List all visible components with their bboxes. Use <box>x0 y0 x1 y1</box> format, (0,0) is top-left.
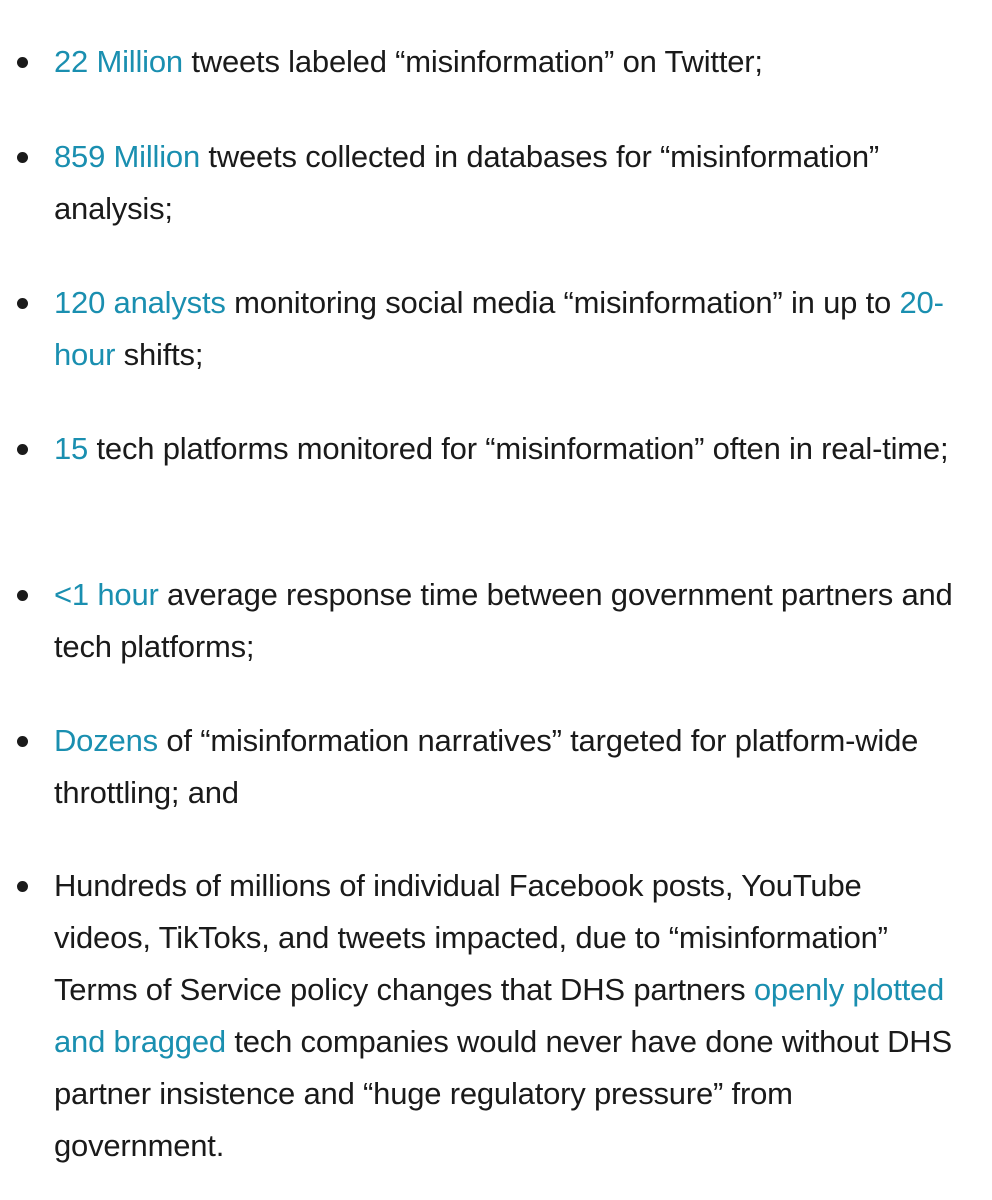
bullet-icon <box>17 57 28 68</box>
highlight-link[interactable]: 120 analysts <box>54 285 226 320</box>
openly-plotted-link[interactable]: openly plotted and bragged <box>54 972 945 1059</box>
bullet-text: shifts; <box>115 337 204 372</box>
bullet-text: tech platforms monitored for “misinformation” often in real-time; <box>88 431 949 466</box>
list-item <box>0 423 984 475</box>
bullet-icon <box>17 881 28 892</box>
bullet-text: monitoring social media “misinformation” in up to <box>225 285 900 320</box>
bullet-text: average response time between government partners and tech platforms; <box>54 577 953 664</box>
bullet-text: tweets collected in databases for “misinformation” analysis; <box>54 139 879 226</box>
list-item <box>0 569 992 673</box>
bullet-icon <box>17 590 28 601</box>
bullet-text: of “misinformation narratives” targeted for platform-wide throttling; and <box>54 723 919 810</box>
bullet-icon <box>17 736 28 747</box>
highlight-link[interactable]: 15 <box>54 431 89 466</box>
bullet-icon <box>17 444 28 455</box>
highlight-link[interactable]: 20-hour <box>54 285 944 372</box>
list-item <box>0 277 992 381</box>
bullet-icon <box>17 152 28 163</box>
bullet-text: Hundreds of millions of individual Facebook posts, YouTube videos, TikToks, and tweets impacted, due to “misinformation” Terms of Service policy changes that DHS partners <box>54 868 888 1007</box>
list-item <box>0 860 992 1172</box>
highlight-link[interactable]: 859 Million <box>54 139 200 174</box>
highlight-link[interactable]: <1 hour <box>54 577 159 612</box>
highlight-link[interactable]: 22 Million <box>54 44 183 79</box>
bullet-text: tech companies would never have done without DHS partner insistence and “huge regulatory pressure” from government. <box>54 1024 952 1163</box>
list-item <box>0 715 992 819</box>
highlight-link[interactable]: Dozens <box>54 723 158 758</box>
bullet-icon <box>17 298 28 309</box>
list-item <box>0 131 992 235</box>
list-item <box>0 36 799 88</box>
bullet-text: tweets labeled “misinformation” on Twitter; <box>182 44 763 79</box>
